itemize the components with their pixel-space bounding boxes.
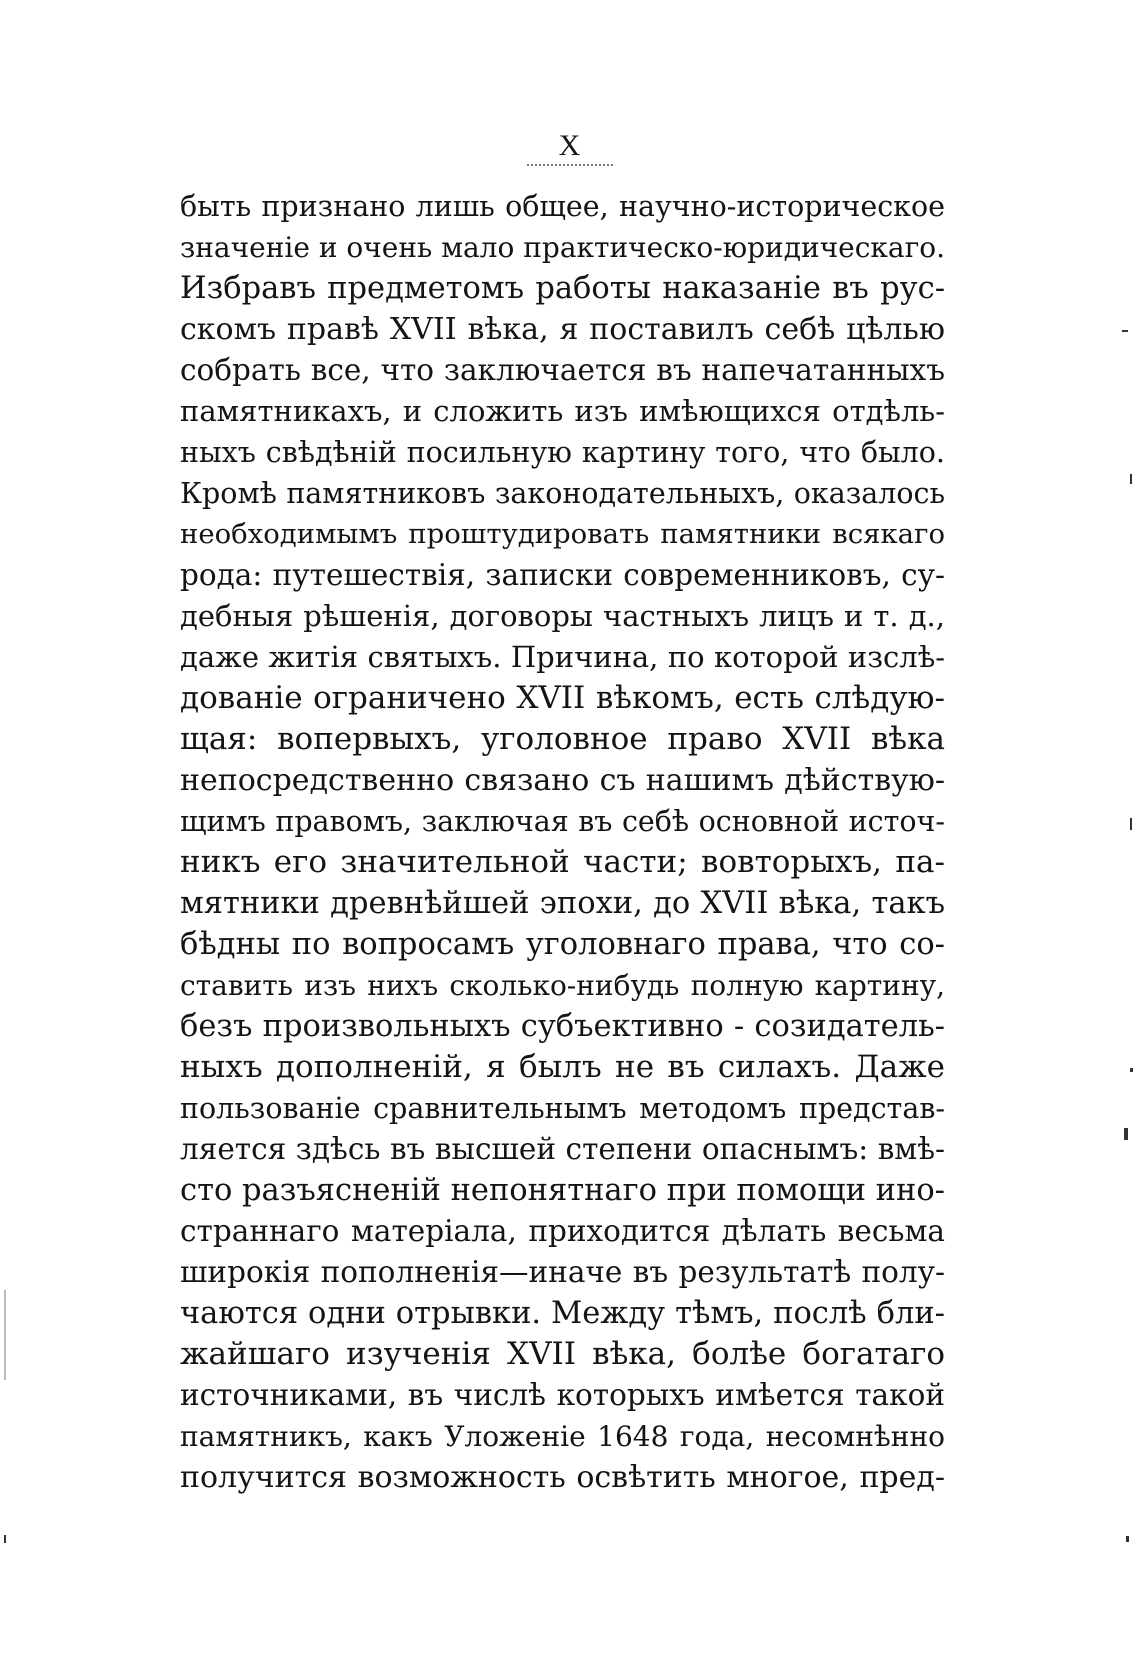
text-line: скомъ правѣ XVII вѣка, я поставилъ себѣ цѣлью [180,312,945,347]
scan-mark [4,1535,6,1543]
text-line: сто разъясненiй непонятнаго при помощи ино- [180,1173,945,1208]
text-line: бѣдны по вопросамъ уголовнаго права, что со- [180,927,945,962]
page-number: X [558,129,582,162]
text-line: значенiе и очень мало практическо-юридическаго. [180,231,945,264]
text-line: щимъ правомъ, заключая въ себѣ основной источ- [180,805,945,838]
scan-mark [1122,330,1128,332]
text-line: широкiя пополненiя—иначе въ результатѣ полу- [180,1255,945,1289]
text-line: Избравъ предметомъ работы наказанiе въ рус- [180,271,945,306]
scan-mark [1130,818,1132,830]
text-line: щая: вопервыхъ, уголовное право XVII вѣка [180,721,945,757]
text-line: ляется здѣсь въ высшей степени опаснымъ: вмѣ- [180,1132,945,1166]
text-line: пользованiе сравнительнымъ методомъ представ- [180,1092,945,1125]
scan-mark [1126,1536,1129,1542]
text-line: памятникъ, какъ Уложенiе 1648 года, несомнѣнно [180,1420,945,1453]
text-line: дованiе ограничено XVII вѣкомъ, есть слѣдую- [180,680,945,716]
text-line: даже житiя святыхъ. Причина, по которой изслѣ- [180,640,945,674]
text-line: мятники древнѣйшей эпохи, до XVII вѣка, такъ [180,886,945,921]
text-line: ныхъ дополненiй, я былъ не въ силахъ. Даже [180,1049,945,1085]
header-rule [527,164,613,166]
text-line: получится возможность освѣтить многое, пред- [180,1460,945,1495]
text-line: жайшаго изученiя XVII вѣка, болѣе богатаго [180,1336,945,1372]
text-line: никъ его значительной части; вовторыхъ, па- [180,844,945,880]
page-header [520,130,620,166]
text-line: Кромѣ памятниковъ законодательныхъ, оказалось [180,477,945,510]
body-text [180,186,945,1498]
text-line: непосредственно связано съ нашимъ дѣйствую- [180,763,945,798]
text-line: источниками, въ числѣ которыхъ имѣется такой [180,1378,945,1412]
text-line: ныхъ свѣдѣнiй посильную картину того, что было. [180,436,945,469]
text-line: быть признано лишь общее, научно-историческое [180,190,945,223]
text-line: чаются одни отрывки. Между тѣмъ, послѣ бли- [180,1296,945,1331]
scan-mark [1130,1068,1133,1072]
text-line: собрать все, что заключается въ напечатанныхъ [180,353,945,387]
text-line: страннаго матерiала, приходится дѣлать весьма [180,1214,945,1248]
text-line: безъ произвольныхъ субъективно - созидатель- [180,1009,945,1044]
text-line: необходимымъ проштудировать памятники всякаго [180,518,945,550]
text-line: дебныя рѣшенiя, договоры частныхъ лицъ и т. д., [180,599,945,633]
scan-mark [1124,1128,1128,1140]
scan-mark [1130,474,1132,484]
scan-mark [4,1290,6,1380]
text-line: рода: путешествiя, записки современниковъ, су- [180,558,945,592]
text-line: ставить изъ нихъ сколько-нибудь полную картину, [180,969,945,1002]
text-line: памятникахъ, и сложить изъ имѣющихся отдѣль- [180,394,945,428]
